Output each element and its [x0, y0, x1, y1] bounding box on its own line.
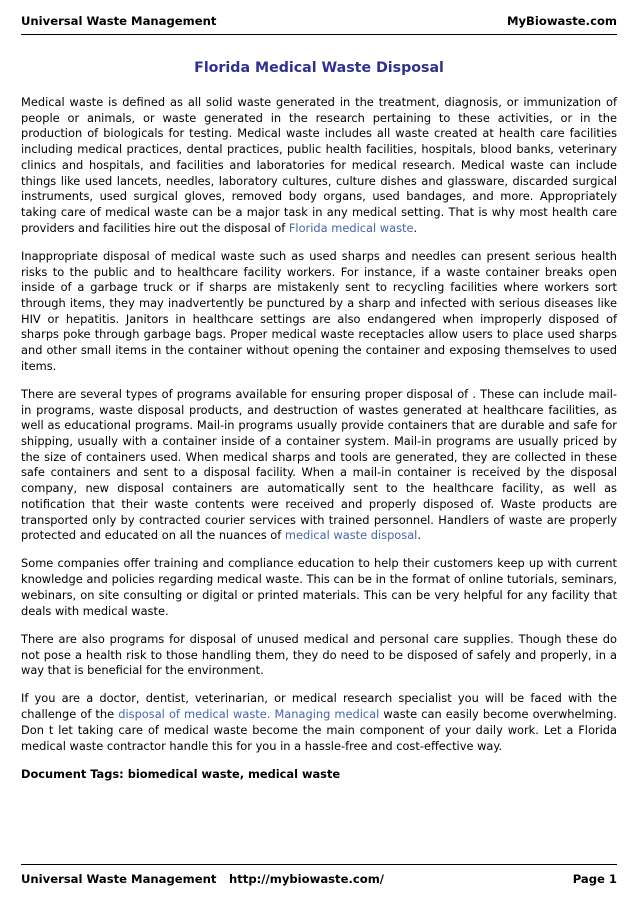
page [21, 0, 617, 903]
disposal-of-medical-waste-link[interactable]: disposal of medical waste. Managing medical [118, 707, 380, 722]
document-tags: Document Tags: biomedical waste, medical waste [21, 766, 341, 781]
florida-medical-waste-link[interactable]: Florida medical waste [288, 220, 414, 235]
footer-company: Universal Waste Management [21, 872, 217, 886]
paragraph-2: Inappropriate disposal of medical waste such as used sharps and needles can present serious health risks to the public and to healthcare facility workers. For instance, if a waste container breaks open inside of a garbage truck or if sharps are mistakenly sent to recycling facilities where workers sort through items, they may inadvertently be punctured by a sharp and infected with serious diseases like HIV or hepatitis. Janitors in healthcare settings are also endangered when improperly disposed of sharps poke through garbage bags. Proper medical waste receptacles allow users to place used sharps and other small items in the container without opening the container and exposing themselves to used items. [21, 248, 617, 373]
header-company: Universal Waste Management [21, 14, 217, 28]
paragraph-4: Some companies offer training and compliance education to help their customers keep up with current knowledge and policies regarding medical waste. This can be in the format of online tutorials, seminars, webinars, on site consulting or digital or printed materials. This can be very helpful for any facility that deals with medical waste. [21, 556, 617, 618]
paragraph-3: There are several types of programs available for ensuring proper disposal of . These can include mail-in programs, waste disposal products, and destruction of wastes generated at healthcare facilities, as well as educational programs. Mail-in programs usually provide containers that are durable and safe for shipping, usually with a container inside of a container system. Mail-in programs are usually priced by the size of containers used. When medical sharps and tools are generated, they are collected in these safe containers and sent to a disposal facility. When a mail-in container is received by the disposal company, new disposal containers are automatically sent to the healthcare facility, as well as notification that their waste contents were received and properly disposed of. Waste products are transported only by contracted courier services with trained personnel. Handlers of waste are properly protected and educated on all the nuances of medical waste disposal. [21, 386, 617, 543]
paragraph-6: If you are a doctor, dentist, veterinarian, or medical research specialist you will be faced with the challenge of the disposal of medical waste. Managing medical waste can easily become overwhelming. Don t let taking care of medical waste become the main component of your daily work. Let a Florida medical waste contractor handle this for you in a hassle-free and cost-effective way. [21, 691, 618, 753]
paragraph-5: There are also programs for disposal of unused medical and personal care supplies. Though these do not pose a health risk to those handling them, they do need to be disposed of safely and properly, in a way that is beneficial for the environment. [21, 631, 617, 678]
header-site: MyBiowaste.com [506, 14, 617, 28]
page-footer [21, 864, 617, 891]
medical-waste-disposal-link[interactable]: medical waste disposal [284, 528, 418, 543]
page-number: Page 1 [572, 872, 617, 886]
page-title: Florida Medical Waste Disposal [194, 60, 444, 76]
footer-url[interactable]: http://mybiowaste.com/ [229, 872, 385, 886]
article-body [21, 95, 617, 795]
paragraph-1: Medical waste is defined as all solid waste generated in the treatment, diagnosis, or immunization of people or animals, or waste generated in the research pertaining to these activities, or in the production of biologicals for testing. Medical waste includes all waste created at health care facilities including medical practices, dental practices, public health facilities, hospitals, blood banks, veterinary clinics and hospitals, and facilities and laboratories for medical research. Medical waste can include things like used lancets, needles, laboratory cultures, culture dishes and glassware, discarded surgical instruments, used surgical gloves, removed body organs, used bandages, and more. Appropriately taking care of medical waste can be a major task in any medical setting. That is why most health care providers and facilities hire out the disposal of Florida medical waste. [21, 95, 617, 235]
page-header [21, 12, 617, 35]
